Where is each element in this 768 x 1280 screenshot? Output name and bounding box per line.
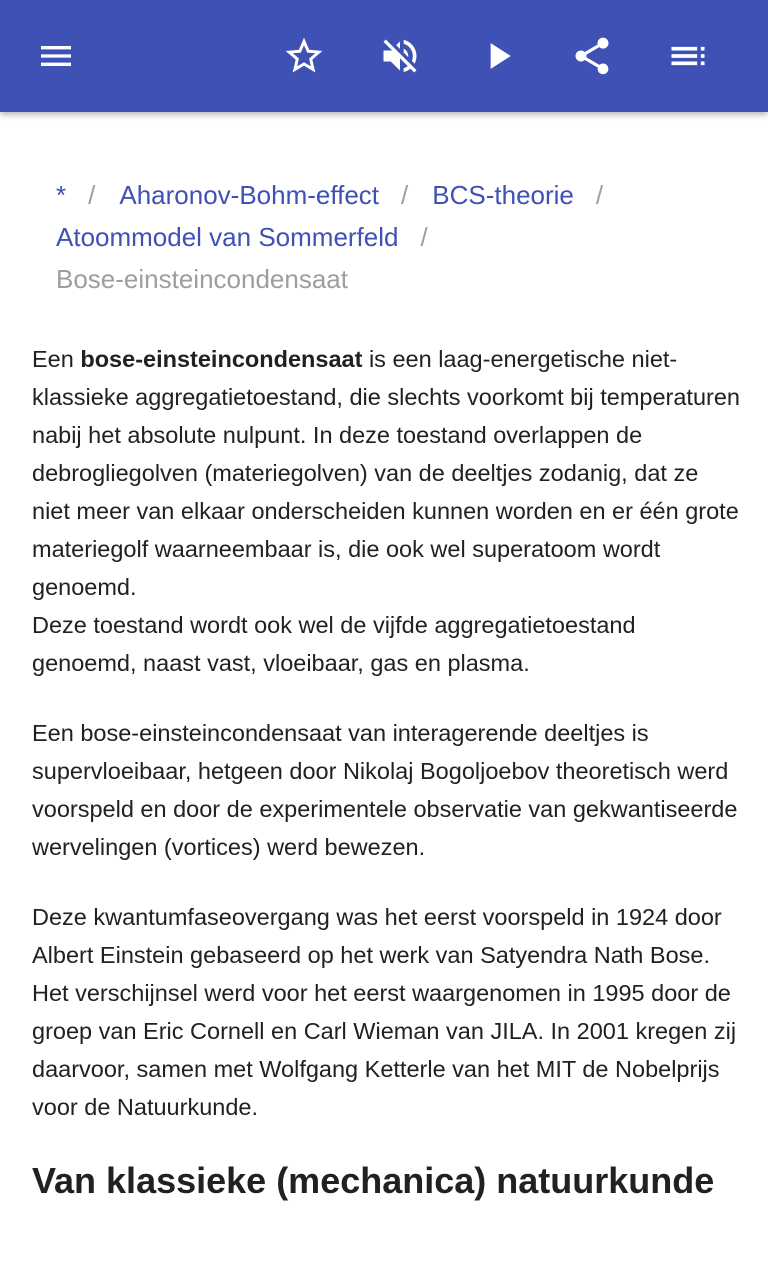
article-body	[32, 340, 742, 1204]
bookmark-button[interactable]	[276, 28, 332, 84]
content-area[interactable]	[0, 112, 768, 1280]
breadcrumb-link-home[interactable]: *	[56, 180, 67, 210]
breadcrumb-link-bcs-theorie[interactable]: BCS-theorie	[432, 180, 574, 210]
article-term: bose-einsteincondensaat	[80, 346, 363, 372]
share-icon	[570, 34, 614, 78]
breadcrumb	[56, 174, 736, 300]
list-icon	[666, 34, 710, 78]
intro-text: is een laag-energetische niet-klassieke aggregatietoestand, die slechts voorkomt bij temperaturen nabij het absolute nulpunt. In deze toestand overlappen de debrogliegolven (materiegolven) van de deeltjes zodanig, dat ze niet meer van elkaar onderscheiden kunnen worden en er één grote materiegolf waarneembaar is, die ook wel superatoom wordt genoemd.	[32, 346, 740, 600]
share-button[interactable]	[564, 28, 620, 84]
menu-button[interactable]	[28, 28, 84, 84]
intro-lead: Een	[32, 346, 81, 372]
intro-second-line: Deze toestand wordt ook wel de vijfde aggregatietoestand genoemd, naast vast, vloeibaar, gas en plasma.	[32, 612, 636, 676]
breadcrumb-separator: /	[88, 180, 96, 210]
section-heading: Van klassieke (mechanica) natuurkunde	[32, 1160, 715, 1201]
breadcrumb-separator: /	[420, 222, 428, 252]
breadcrumb-separator: /	[401, 180, 409, 210]
app-bar	[0, 0, 768, 112]
paragraph-history: Deze kwantumfaseovergang was het eerst voorspeld in 1924 door Albert Einstein gebaseerd op het werk van Satyendra Nath Bose. Het verschijnsel werd voor het eerst waargenomen in 1995 door de groep van Eric Cornell en Carl Wieman van JILA. In 2001 kregen zij daarvoor, samen met Wolfgang Ketterle van het MIT de Nobelprijs voor de Natuurkunde.	[32, 904, 737, 1120]
play-icon	[476, 34, 520, 78]
menu-icon	[36, 36, 76, 76]
volume-off-icon	[378, 34, 422, 78]
toc-button[interactable]	[660, 28, 716, 84]
breadcrumb-link-sommerfeld[interactable]: Atoommodel van Sommerfeld	[56, 222, 399, 252]
mute-button[interactable]	[372, 28, 428, 84]
breadcrumb-separator: /	[595, 180, 604, 210]
paragraph-intro	[32, 340, 742, 682]
star-outline-icon	[282, 34, 326, 78]
play-button[interactable]	[470, 28, 526, 84]
breadcrumb-current: Bose-einsteincondensaat	[56, 264, 348, 294]
paragraph-superfluid: Een bose-einsteincondensaat van interagerende deeltjes is supervloeibaar, hetgeen door Nikolaj Bogoljoebov theoretisch werd voorspeld en door de experimentele observatie van gekwantiseerde wervelingen (vortices) werd bewezen.	[32, 720, 738, 860]
breadcrumb-link-aharonov-bohm[interactable]: Aharonov-Bohm-effect	[119, 180, 380, 210]
